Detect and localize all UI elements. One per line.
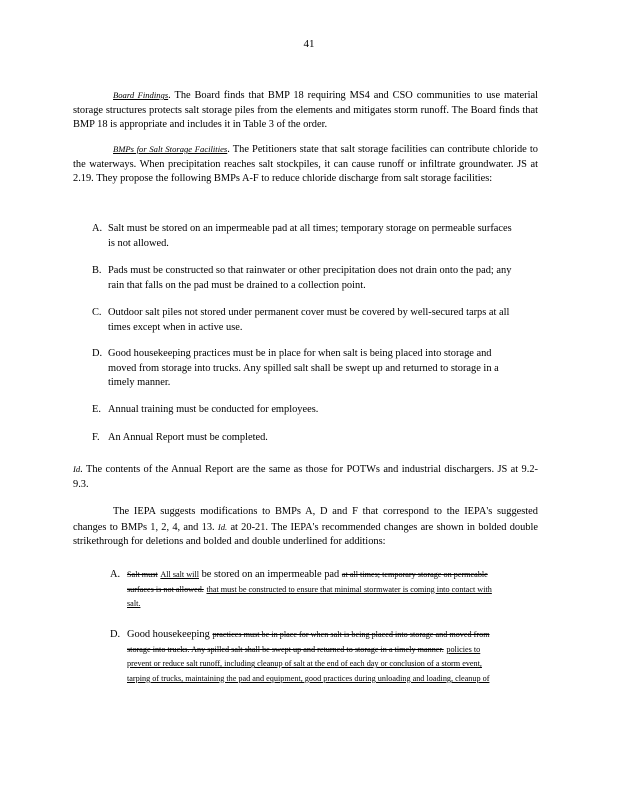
bmp-label: B.	[92, 265, 102, 276]
modified-a-body	[127, 568, 505, 612]
salt-section-heading: BMPs for Salt Storage Facilities	[113, 144, 228, 154]
iepa-cite: Id.	[217, 521, 228, 532]
report-text: . The contents of the Annual Report are the same as those for POTWs and industrial dischargers. JS at 9.2-9.3.	[73, 464, 538, 490]
added-text: All salt will	[160, 570, 199, 579]
added-text: that must be constructed to ensure that minimal stormwater is coming into contact with salt.	[127, 584, 492, 609]
board-finding-text: . The Board finds that BMP 18 requiring MS4 and CSO communities to use material storage structures protects salt storage piles from the elements and mitigates storm runoff. The Board finds that BMP 18 is appropriate and includes it in Table 3 of the order.	[73, 90, 539, 131]
iepa-text-2: at 20-21. The IEPA's recommended changes are shown in bolded double strikethrough for deletions and bolded and double underlined for additions:	[73, 521, 539, 548]
bmp-label: D.	[92, 348, 103, 359]
bmp-item-d	[92, 347, 512, 391]
salt-section-text: . The Petitioners state that salt storage facilities can contribute chloride to the waterways. When precipitation reaches salt stockpiles, it can cause runoff or infiltrate groundwater. JS at 2.19. They propose the following BMPs A-F to reduce chloride discharge from salt storage facilities:	[73, 144, 538, 185]
added-text: policies to prevent or reduce salt runoff, including cleanup of salt at the end of each day or conclusion of a storm event, tarping of trucks, maintaining the pad and equipment, good practices during unloading and loading, cleanup of	[127, 644, 490, 683]
bmp-text: Outdoor salt piles not stored under permanent cover must be covered by well-secured tarps at all times except when in active use.	[108, 307, 510, 333]
page-number: 41	[303, 38, 315, 50]
board-finding-heading: Board Findings	[113, 90, 169, 100]
bmp-item-f	[92, 431, 512, 446]
deleted-text: at all times; temporary storage on permeable surfaces is not allowed.	[127, 570, 488, 594]
unchanged-text: be stored on an impermeable pad	[201, 569, 340, 580]
modified-bmp-d	[110, 628, 505, 686]
bmp-item-e	[92, 403, 512, 418]
report-cite: Id	[73, 464, 81, 474]
bmp-label: C.	[92, 307, 102, 318]
iepa-text-1: The IEPA suggests modifications to BMPs A, D and F that correspond to the IEPA's suggested changes to BMPs 1, 2, 4, and 13.	[73, 506, 538, 533]
bmp-text: Good housekeeping practices must be in place for when salt is being placed into storage and moved from storage into trucks. Any spilled salt shall be swept up and returned to storage in a timely manner.	[108, 348, 499, 389]
unchanged-text: Good housekeeping	[127, 629, 210, 640]
bmp-text: Pads must be constructed so that rainwater or other precipitation does not drain onto the pad; any rain that falls on the pad must be drained to a collection point.	[108, 265, 512, 291]
deleted-text: Salt must	[127, 570, 158, 579]
modified-d-body	[127, 628, 505, 686]
bmp-text: Annual training must be conducted for employees.	[108, 404, 319, 415]
modified-label: A.	[110, 569, 121, 580]
iepa-paragraph	[73, 505, 538, 550]
bmp-item-c	[92, 306, 512, 335]
board-finding-paragraph	[73, 88, 538, 133]
bmp-label: E.	[92, 404, 101, 415]
bmp-item-a	[92, 222, 512, 251]
deleted-text: practices must be in place for when salt is being placed into storage and moved from storage into trucks. Any spilled salt shall be swept up and returned to storage in a timely manner.	[127, 630, 490, 654]
bmp-text: Salt must be stored on an impermeable pad at all times; temporary storage on permeable surfaces is not allowed.	[108, 223, 512, 249]
modified-label: D.	[110, 629, 121, 640]
bmp-label: F.	[92, 432, 100, 443]
bmp-label: A.	[92, 223, 103, 234]
bmp-text: An Annual Report must be completed.	[108, 432, 268, 443]
report-paragraph	[73, 462, 538, 492]
bmp-item-b	[92, 264, 512, 293]
modified-bmp-a	[110, 568, 505, 612]
salt-section-paragraph	[73, 142, 538, 187]
